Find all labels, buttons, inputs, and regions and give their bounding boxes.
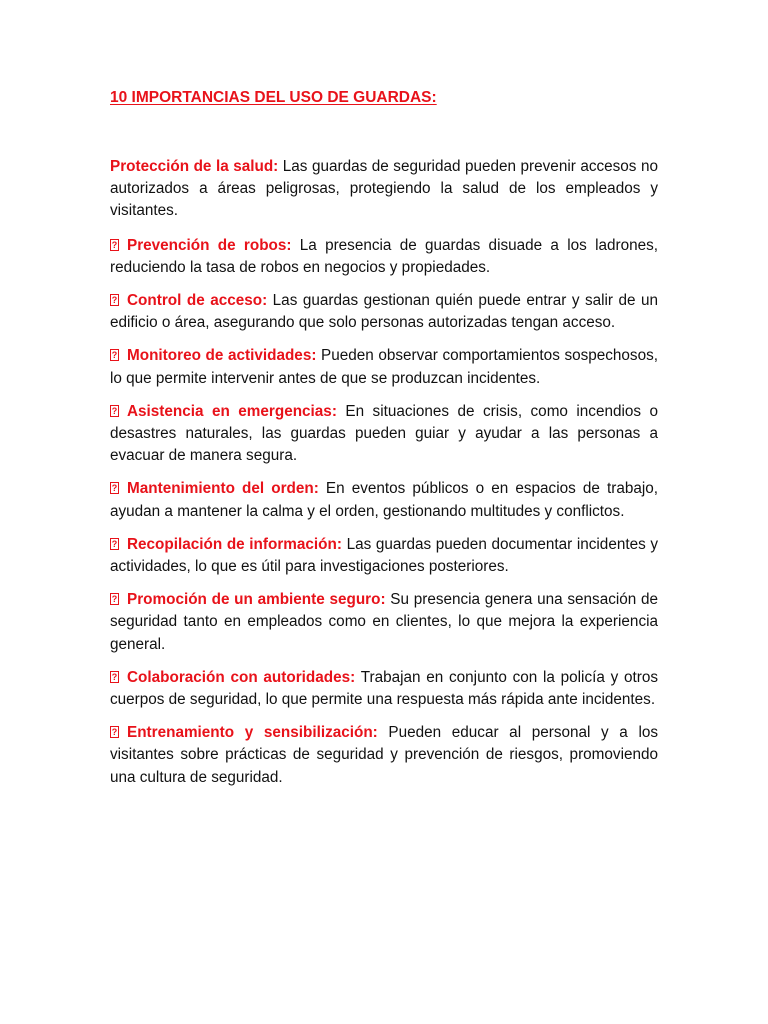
item-label: Mantenimiento del orden: [127,480,319,498]
list-item [110,534,658,578]
item-text: En eventos públicos o en espacios de trabajo, ayudan a mantener la calma y el orden, gestionando multitudes y conflictos. [110,480,658,520]
missing-glyph-icon [110,671,119,683]
item-text: En situaciones de crisis, como incendios o desastres naturales, las guardas pueden guiar y ayudar a las personas a evacuar de manera segura. [110,402,658,465]
list-item [110,589,658,656]
list-item [110,722,658,789]
item-text: Su presencia genera una sensación de seguridad tanto en empleados como en clientes, lo que mejora la experiencia general. [110,591,658,653]
item-label: Promoción de un ambiente seguro: [127,591,386,609]
item-label: Protección de la salud: [110,158,279,175]
item-label: Colaboración con autoridades: [127,668,356,686]
list-item [110,345,658,389]
missing-glyph-icon [110,239,119,251]
missing-glyph-icon [110,482,119,494]
item-label: Asistencia en emergencias: [127,402,337,420]
item-text: Las guardas gestionan quién puede entrar y salir de un edificio o área, asegurando que solo personas autorizadas tengan acceso. [110,292,659,332]
item-text: Pueden observar comportamientos sospechosos, lo que permite intervenir antes de que se produzcan incidentes. [110,347,658,387]
item-label: Prevención de robos: [127,236,292,254]
missing-glyph-icon [110,538,119,550]
list-item [110,156,658,223]
document-title: 10 IMPORTANCIAS DEL USO DE GUARDAS: [110,89,437,106]
item-label: Control de acceso: [127,292,268,310]
item-text: La presencia de guardas disuade a los ladrones, reduciendo la tasa de robos en negocios y propiedades. [110,236,658,276]
item-label: Recopilación de información: [127,535,342,553]
item-text: Las guardas pueden documentar incidentes y actividades, lo que es útil para investigaciones posteriores. [110,535,659,576]
item-label: Entrenamiento y sensibilización: [127,724,378,742]
missing-glyph-icon [110,593,119,605]
missing-glyph-icon [110,726,119,738]
item-label: Monitoreo de actividades: [127,347,317,365]
item-text: Pueden educar al personal y a los visitantes sobre prácticas de seguridad y prevención de riesgos, promoviendo una cultura de seguridad. [110,724,658,786]
list-item [110,401,658,468]
item-text: Las guardas de seguridad pueden prevenir accesos no autorizados a áreas peligrosas, protegiendo la salud de los empleados y visitantes. [110,158,658,220]
missing-glyph-icon [110,349,119,361]
item-text: Trabajan en conjunto con la policía y otros cuerpos de seguridad, lo que permite una respuesta más rápida ante incidentes. [110,668,659,709]
missing-glyph-icon [110,405,119,417]
list-item [110,290,658,334]
missing-glyph-icon [110,294,119,306]
list-item [110,667,658,711]
list-item [110,478,658,522]
list-item [110,235,658,279]
